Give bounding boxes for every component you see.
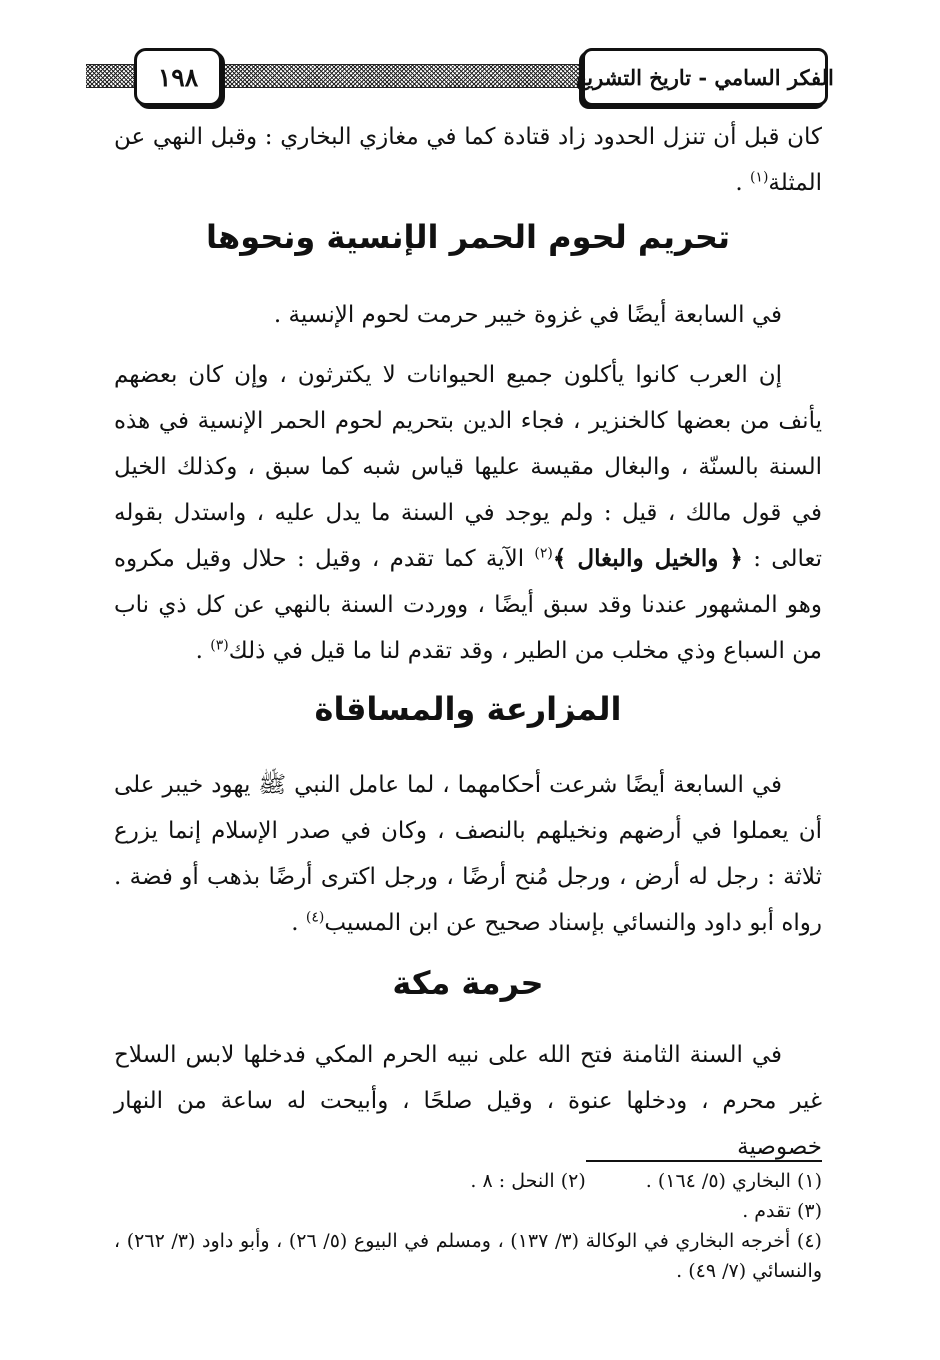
- footnote-4: (٤) أخرجه البخاري في الوكالة (٣/ ١٣٧) ، ومسلم في البيوع (٥/ ٢٦) ، وأبو داود (٣/ ٢٦٢) ، والنسائي (٧/ ٤٩) .: [114, 1230, 822, 1282]
- page-header: [86, 44, 834, 108]
- footnote-1: (١) البخاري (٥/ ١٦٤) .: [645, 1170, 822, 1192]
- page-number: ١٩٨: [157, 62, 199, 92]
- footnote-marker: (١): [749, 169, 769, 186]
- section-heading-donkey-meat: تحريم لحوم الحمر الإنسية ونحوها: [206, 218, 730, 256]
- paragraph-sharecropping: [114, 762, 822, 946]
- paragraph-end: .: [735, 170, 750, 196]
- footnote-marker: (٢): [534, 545, 553, 562]
- paragraph-end: .: [195, 638, 211, 664]
- paragraph-text: كان قبل أن تنزل الحدود زاد قتادة كما في مغازي البخاري : وقبل النهي عن المثلة: [114, 124, 822, 196]
- page-number-box: [134, 48, 222, 106]
- book-title: الفكر السامي - تاريخ التشريع: [576, 64, 834, 90]
- paragraph-text: في السنة الثامنة فتح الله على نبيه الحرم المكي فدخلها لابس السلاح غير محرم ، ودخلها عنوة ، وقيل صلحًا ، وأبيحت له ساعة من النهار خصوصية: [114, 1042, 822, 1160]
- paragraph-end: .: [291, 910, 306, 936]
- quran-quote: ﴿ والخيل والبغال ﴾: [552, 545, 743, 572]
- section-heading-sharecropping: المزارعة والمساقاة: [314, 690, 622, 728]
- footnote-row: [114, 1166, 822, 1196]
- paragraph-continuation: [114, 114, 822, 206]
- footnote-2: (٢) النحل : ٨ .: [470, 1170, 586, 1192]
- paragraph-animals: [114, 352, 822, 674]
- footnotes: [114, 1166, 822, 1286]
- running-title: [576, 48, 834, 106]
- footnote-marker: (٤): [305, 909, 325, 926]
- footnote-3: (٣) تقدم .: [742, 1200, 822, 1222]
- footnote-divider: [586, 1160, 822, 1162]
- paragraph-mecca: [114, 1032, 822, 1170]
- paragraph-text: في السابعة أيضًا شرعت أحكامهما ، لما عامل النبي ﷺ يهود خيبر على أن يعملوا في أرضهم ونخيلهم بالنصف ، وكان في صدر الإسلام إنما يزرع ثلاثة : رجل له أرض ، ورجل مُنح أرضًا ، ورجل اكترى أرضًا بذهب أو فضة . رواه أبو داود والنسائي بإسناد صحيح عن ابن المسيب: [114, 772, 822, 936]
- section-heading-mecca: حرمة مكة: [392, 964, 544, 1002]
- paragraph-text-part-a: إن العرب كانوا يأكلون جميع الحيوانات لا يكترثون ، وإن كان بعضهم يأنف من بعضها كالخنزير ، فجاء الدين بتحريم لحوم الحمر الإنسية في هذه السنة بالسنّة ، والبغال مقيسة عليها قياس شبه كما سبق ، وكذلك الخيل في قول مالك ، قيل : ولم يوجد في السنة ما يدل عليه ، واستدل بقوله تعالى :: [114, 362, 822, 572]
- paragraph-text-part-b: الآية كما تقدم ، وقيل : حلال وقيل مكروه وهو المشهور عندنا وقد سبق أيضًا ، ووردت السنة بالنهي عن كل ذي ناب من السباع وذي مخلب من الطير ، وقد تقدم لنا ما قيل في ذلك: [114, 546, 822, 664]
- paragraph-text: في السابعة أيضًا في غزوة خيبر حرمت لحوم الإنسية .: [273, 302, 782, 328]
- paragraph-khaybar: [114, 292, 822, 338]
- footnote-marker: (٣): [210, 637, 229, 654]
